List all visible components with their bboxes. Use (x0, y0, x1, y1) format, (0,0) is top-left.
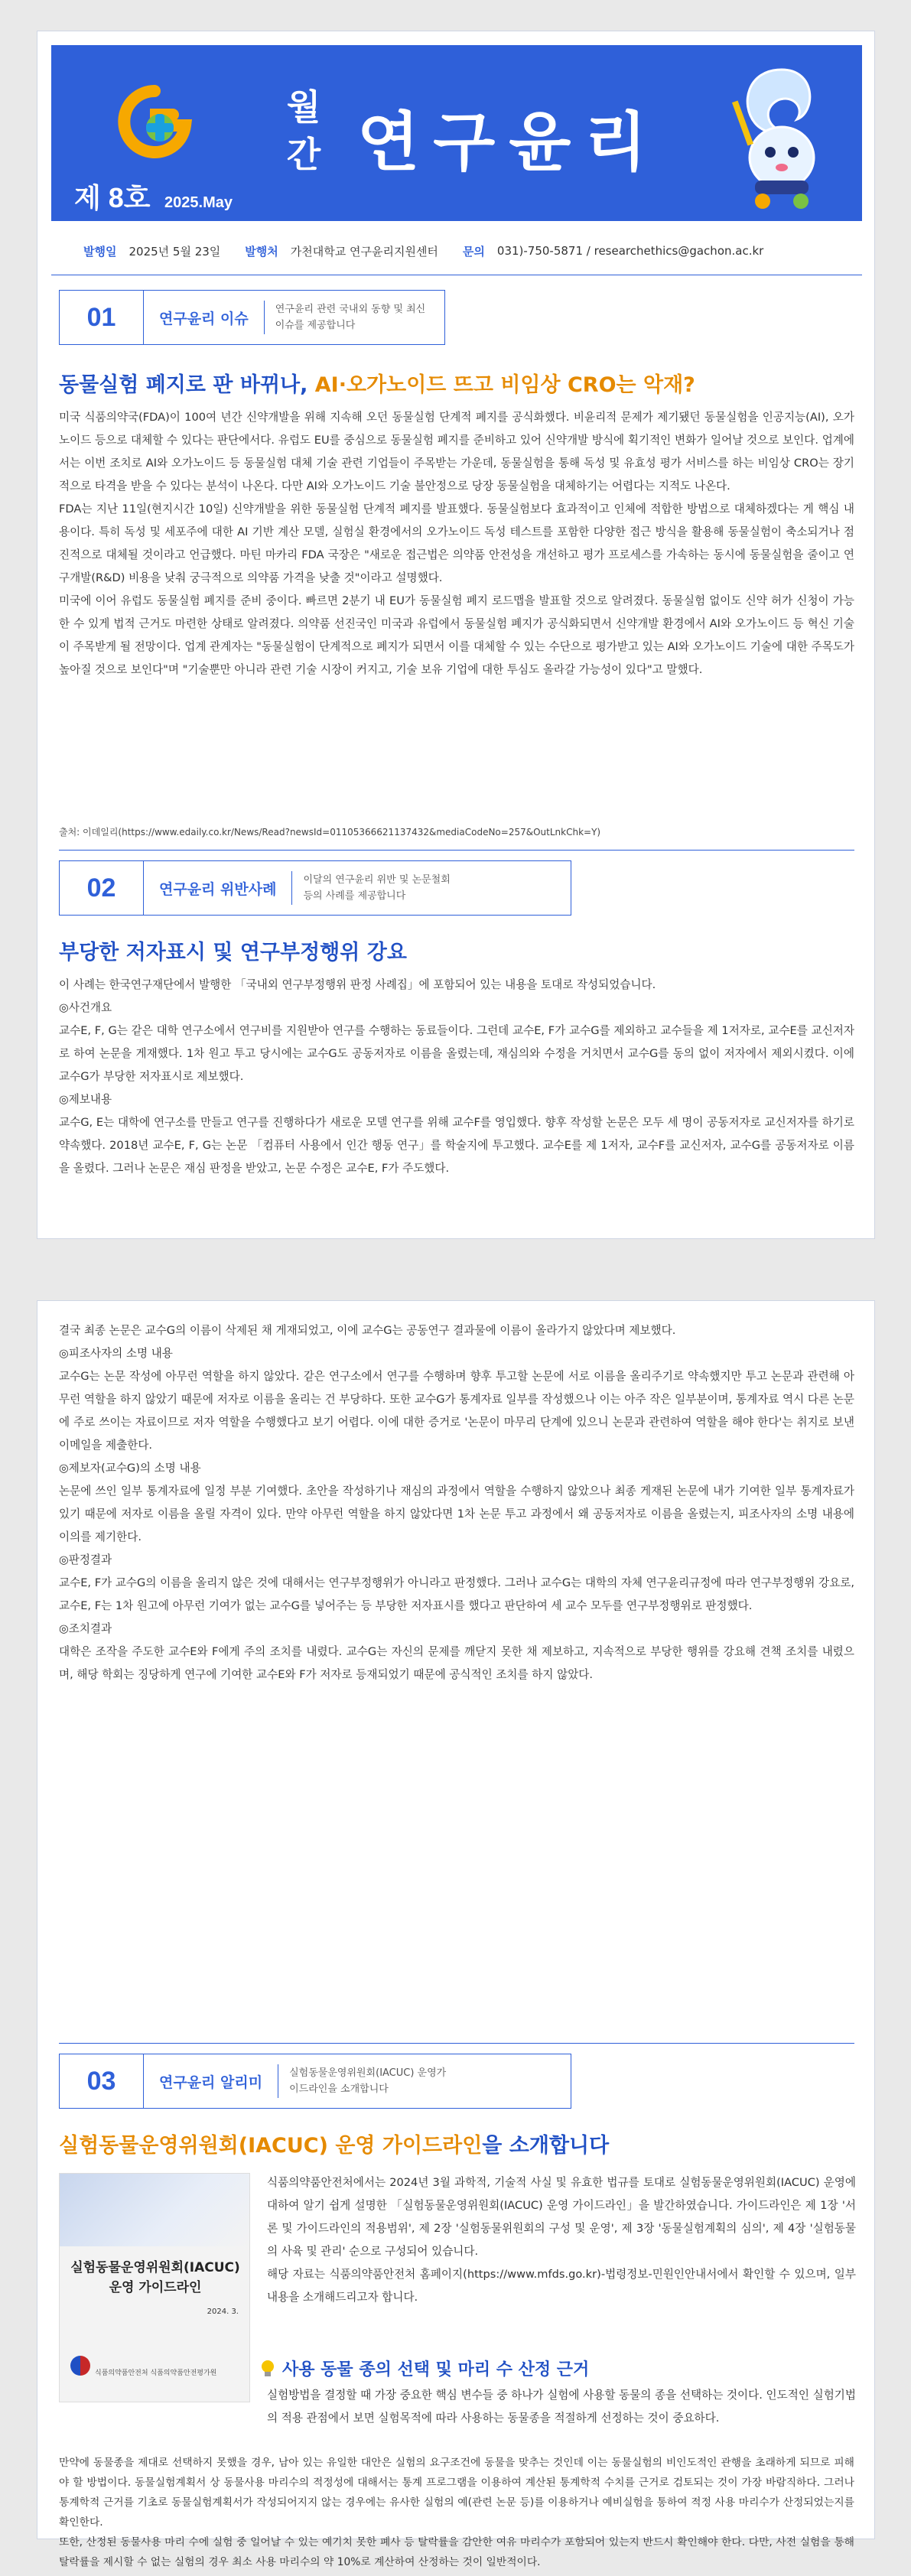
section-divider (59, 850, 854, 851)
article-headline-03 (59, 2129, 609, 2158)
issue-info (74, 177, 233, 216)
cover-title: 실험동물운영위원회(IACUC) 운영 가이드라인 (70, 2260, 240, 2295)
headline-part-a: 실험동물운영위원회(IACUC) 운영 가이드라인 (59, 2134, 483, 2158)
paragraph: 결국 최종 논문은 교수G의 이름이 삭제된 채 게재되었고, 이에 교수G는 공동연구 결과물에 이름이 올라가지 않았다며 제보했다. (59, 1324, 676, 1337)
section-name: 연구윤리 이슈 (144, 301, 265, 334)
publisher-label: 발행처 (245, 244, 278, 259)
headline-part-a: 동물실험 폐지로 판 바뀌나, (59, 373, 315, 397)
section-description: 연구윤리 관련 국내외 동향 및 최신 이슈를 제공합니다 (275, 304, 426, 331)
subheading: ◎판정결과 (59, 1553, 112, 1566)
article-body-01 (59, 406, 854, 681)
article-source[interactable]: 출처: 이데일리(https://www.edaily.co.kr/News/Read?newsId=01105366621137432&mediaCodeNo=257&OutLnkChk=Y) (59, 827, 601, 838)
section-name: 연구윤리 위반사례 (144, 871, 292, 905)
published-label: 발행일 (83, 244, 117, 259)
newsletter-page-2 (37, 1300, 875, 2568)
section-description: 이달의 연구윤리 위반 및 논문철회 등의 사례를 제공합니다 (303, 874, 451, 902)
paragraph: 대학은 조작을 주도한 교수E와 F에게 주의 조치를 내렸다. 교수G는 자신의 문제를 깨닫지 못한 채 제보하고, 지속적으로 부당한 행위를 강요해 견책 조치를 내렸으며, 해당 학회는 징당하게 연구에 기여한 교수E와 F가 저자로 등재되었기 때문에 공식적인 조치를 하지 않았다. (59, 1645, 854, 1681)
section-divider (59, 2043, 854, 2044)
paragraph: 이 사례는 한국연구재단에서 발행한 「국내외 연구부정행위 판정 사례집」에 포함되어 있는 내용을 토대로 작성되었습니다. (59, 978, 656, 991)
cover-org: 식품의약품안전처 식품의약품안전평가원 (95, 2369, 217, 2377)
paragraph: 논문에 쓰인 일부 통계자료에 일정 부분 기여했다. 초안을 작성하기나 재심의 과정에서 역할을 수행하지 않았으나 최종 게재된 논문에 내가 기여한 일부 통계자료가 있기 때문에 저자로 이름을 올릴 자격이 있다. 만약 아무런 역할을 하지 않았다면 1차 논문 투고 과정에서 왜 공동저자로 이름을 올렸는지, 피조사자의 소명 내용에 이의를 제기한다. (59, 1485, 854, 1543)
article-body-03b (59, 2453, 854, 2572)
section-number: 02 (60, 861, 144, 915)
subheading: ◎조치결과 (59, 1622, 112, 1635)
headline-part-b: AI·오가노이드 뜨고 비임상 CRO는 악재? (314, 373, 695, 397)
guideline-cover-image (59, 2173, 250, 2402)
paragraph: FDA는 지난 11일(현지시간 10일) 신약개발을 위한 동물실험 단계적 폐지를 발표했다. 동물실험보다 효과적이고 인체에 적합한 방법으로 대체하겠다는 게 핵심 내용이다. 특히 독성 및 세포주에 대한 AI 기반 계산 모델, 실험실 환경에서의 오가노이드 독성 테스트를 포함한 다양한 접근 방식을 활용해 동물실험이 축소되거나 점진적으로 대체될 것이라고 언급했다. 마틴 마카리 FDA 국장은 "새로운 접근법은 의약품 안전성을 개선하고 평가 프로세스를 가속하는 동시에 동물실험을 줄이고 연구개발(R&D) 비용을 낮춰 궁극적으로 의약품 가격을 낮출 것"이라고 설명했다. (59, 503, 854, 584)
article-body-03a (267, 2384, 856, 2430)
government-seal-icon (70, 2356, 90, 2376)
subheading-text: 사용 동물 종의 선택 및 마리 수 산정 근거 (282, 2360, 590, 2379)
section-description: 실험동물운영위원회(IACUC) 운영가이드라인을 소개합니다 (289, 2067, 447, 2095)
subheading: ◎사건개요 (59, 1001, 112, 1014)
article-intro-03 (267, 2171, 856, 2309)
subheading: ◎제보내용 (59, 1093, 112, 1106)
publisher-value: 가천대학교 연구윤리지원센터 (290, 244, 438, 259)
paragraph: 해당 자료는 식품의약품안전처 홈페이지(https://www.mfds.go.kr)-법령정보-민원인안내서에서 확인할 수 있으며, 일부 내용을 소개해드리고자 합니다. (267, 2268, 856, 2304)
paragraph: 식품의약품안전처에서는 2024년 3월 과학적, 기술적 사실 및 유효한 법규를 토대로 실험동물운영위원회(IACUC) 운영에 대하여 알기 쉽게 설명한 「실험동물운영위원회(IACUC) 운영 가이드라인」을 발간하였습니다. 가이드라인은 제 1장 '서론 및 가이드라인의 적용범위', 제 2장 '실험동물위원회의 구성 및 운영', 제 3장 '동물실험계획의 심의', 제 4장 '실험동물의 사육 및 관리' 순으로 구성되어 있습니다. (267, 2176, 856, 2258)
paragraph: 교수E, F, G는 같은 대학 연구소에서 연구비를 지원받아 연구를 수행하는 동료들이다. 그런데 교수E, F가 교수G를 제외하고 교수들을 제 1저자로, 교수E를 교신저자로 하여 논문을 게재했다. 1차 원고 투고 당시에는 교수G도 공동저자로 이름을 올렸는데, 재심의와 수정을 거치면서 교수G를 동의 없이 저자에서 제외시켰다. 이에 교수G가 부당한 저자표시로 제보했다. (59, 1024, 855, 1083)
contact-value[interactable]: 031)-750-5871 / researchethics@gachon.ac.kr (496, 244, 764, 258)
subheading: ◎피조사자의 소명 내용 (59, 1347, 173, 1360)
issue-date: 2025.May (164, 194, 233, 211)
paragraph: 미국에 이어 유럽도 동물실험 폐지를 준비 중이다. 빠르면 2분기 내 EU가 동물실험 폐지 로드맵을 발표할 것으로 알려졌다. 동물실험 없이도 신약 허가 신청이 가능한 수 있게 법적 근거도 마련한 상태로 알려졌다. 의약품 선진국인 미국과 유럽에서 동물실험 폐지가 공식화되면서 신약개발 환경에서 AI와 오가노이드 등 혁신 기술이 주목받게 될 전망이다. 업계 관계자는 "동물실험이 단계적으로 폐지가 되면서 이를 대체할 수 있는 수단으로 평가받고 있는 AI와 오가노이드 기술에 대한 주목도가 높아질 것으로 보인다"며 "기술뿐만 아니라 관련 기술 시장이 커지고, 기술 보유 기업에 대한 투심도 올라갈 가능성이 있다"고 말했다. (59, 594, 854, 676)
monthly-char-1: 월 (286, 86, 321, 128)
section-header-01 (59, 290, 445, 345)
header-banner (51, 45, 862, 221)
lightbulb-icon (259, 2359, 276, 2379)
issue-number: 제 8호 (74, 182, 151, 213)
subheading-animal-selection (259, 2356, 589, 2380)
paragraph: 교수G는 논문 작성에 아무런 역할을 하지 않았다. 같은 연구소에서 연구를 수행하며 향후 투고할 논문에 서로 이름을 올리주기로 약속했지만 투고 논문과 관련해 아무런 역할을 하지 않았기 때문에 저자로 이름을 올리는 건 부당하다. 또한 교수G가 통계자료 일부를 작성했으나 이는 아주 작은 일부분이며, 통계자료 역시 다른 논문에 주로 쓰이는 자료이므로 저자 역할을 수행했다고 보기 어렵다. 이에 대한 증거로 '논문이 마무리 단계에 있으니 논문과 관련하여 역할을 해야 한다'는 취지로 보낸 이메일을 제출한다. (59, 1370, 854, 1452)
article-headline-01 (59, 368, 695, 398)
article-body-02-continued (59, 1319, 854, 1686)
subheading: ◎제보자(교수G)의 소명 내용 (59, 1462, 201, 1475)
paragraph: 만약에 동물종을 제대로 선택하지 못했을 경우, 남아 있는 유일한 대안은 실험의 요구조건에 동물을 맞추는 것인데 이는 동물실험의 비인도적인 관행을 초래하게 되므로 피해야 할 방법이다. 동물실험계획서 상 동물사용 마리수의 적정성에 대해서는 통계 프로그램을 이용하여 계산된 통계학적 수치를 근거로 검토되는 것이 가장 바람직하다. 그러나 통계학적 근거를 기초로 동물실험계획서가 작성되어지지 않는 경우에는 유사한 실험의 예(관련 논문 등)를 이용하거나 예비실험을 통하여 적정 사용 마리수가 산정되었는지를 확인한다. (59, 2457, 854, 2529)
article-body-02 (59, 974, 854, 1180)
monthly-label (281, 83, 327, 178)
cover-date: 2024. 3. (207, 2308, 239, 2316)
mascot-character-icon (709, 54, 854, 215)
published-value: 2025년 5월 23일 (129, 244, 221, 259)
article-headline-02: 부당한 저자표시 및 연구부정행위 강요 (59, 941, 407, 964)
newsletter-title: 연구윤리 (357, 104, 661, 180)
monthly-char-2: 간 (286, 134, 321, 175)
section-number: 03 (60, 2054, 144, 2108)
paragraph: 미국 식품의약국(FDA)이 100여 년간 신약개발을 위해 지속해 오던 동물실험 단계적 폐지를 공식화했다. 비윤리적 문제가 제기됐던 동물실험을 인공지능(AI), 오가노이드 등으로 대체할 수 있다는 판단에서다. 유럽도 EU를 중심으로 동물실험 폐지를 준비하고 있어 신약개발 방식에 획기적인 변화가 일어날 것으로 보인다. 업계에서는 이번 조치로 AI와 오가노이드 등 동물실험 대체 기술 관련 기업들이 주목받는 가운데, 동물실험을 통해 독성 및 유효성 평가 서비스를 하는 비임상 CRO는 장기적으로 타격을 받을 수 있다는 분석이 나온다. 다만 AI와 오가노이드 기술 불안정으로 당장 동물실험을 대체하기는 어렵다는 지적도 나온다. (59, 411, 854, 493)
paragraph: 또한, 산정된 동물사용 마리 수에 실험 중 일어날 수 있는 예기치 못한 폐사 등 탈락률을 감안한 여유 마리수가 포함되어 있는지 반드시 확인해야 한다. 다만, 사전 실험을 통해 탈락률을 제시할 수 없는 실험의 경우 최소 사용 마리수의 약 10%로 계산하여 산정하는 것이 일반적이다. (59, 2536, 854, 2568)
section-header-02 (59, 860, 571, 916)
contact-label: 문의 (462, 244, 485, 259)
section-name: 연구윤리 알리미 (144, 2064, 278, 2098)
publication-meta (51, 232, 862, 270)
paragraph: 실험방법을 결정할 때 가장 중요한 핵심 변수들 중 하나가 실험에 사용할 동물의 종을 선택하는 것이다. 인도적인 실험기법의 적용 관점에서 보면 실험목적에 따라 사용하는 동물종을 적절하게 선정하는 것이 중요하다. (267, 2389, 856, 2425)
newsletter-page-1 (37, 31, 875, 1239)
cover-band (60, 2174, 249, 2246)
headline-part-b: 을 소개합니다 (482, 2134, 610, 2158)
section-header-03 (59, 2054, 571, 2109)
gachon-logo-icon (112, 83, 197, 160)
paragraph: 교수G, E는 대학에 연구소를 만들고 연구를 진행하다가 새로운 모델 연구를 위해 교수F를 영입했다. 향후 작성할 논문은 모두 세 명이 공동저자로 교신저자를 하기로 약속했다. 2018년 교수E, F, G는 논문 「컴퓨터 사용에서 인간 행동 연구」를 학술지에 투고했다. 교수E를 제 1저자, 교수F를 교신저자, 교수G를 공동저자로 이름을 올렸다. 그러나 논문은 재심 판정을 받았고, 논문 수정은 교수E, F가 주도했다. (59, 1116, 854, 1175)
paragraph: 교수E, F가 교수G의 이름을 올리지 않은 것에 대해서는 연구부정행위가 아니라고 판정했다. 그러나 교수G는 대학의 자체 연구윤리규정에 따라 연구부정행위 강요로, 교수E, F는 1차 원고에 아무런 기여가 없는 교수G를 넣어주는 등 부당한 저자표시를 했다고 판단하여 세 교수 모두를 연구부정행위로 판정했다. (59, 1576, 854, 1612)
section-number: 01 (60, 291, 144, 344)
